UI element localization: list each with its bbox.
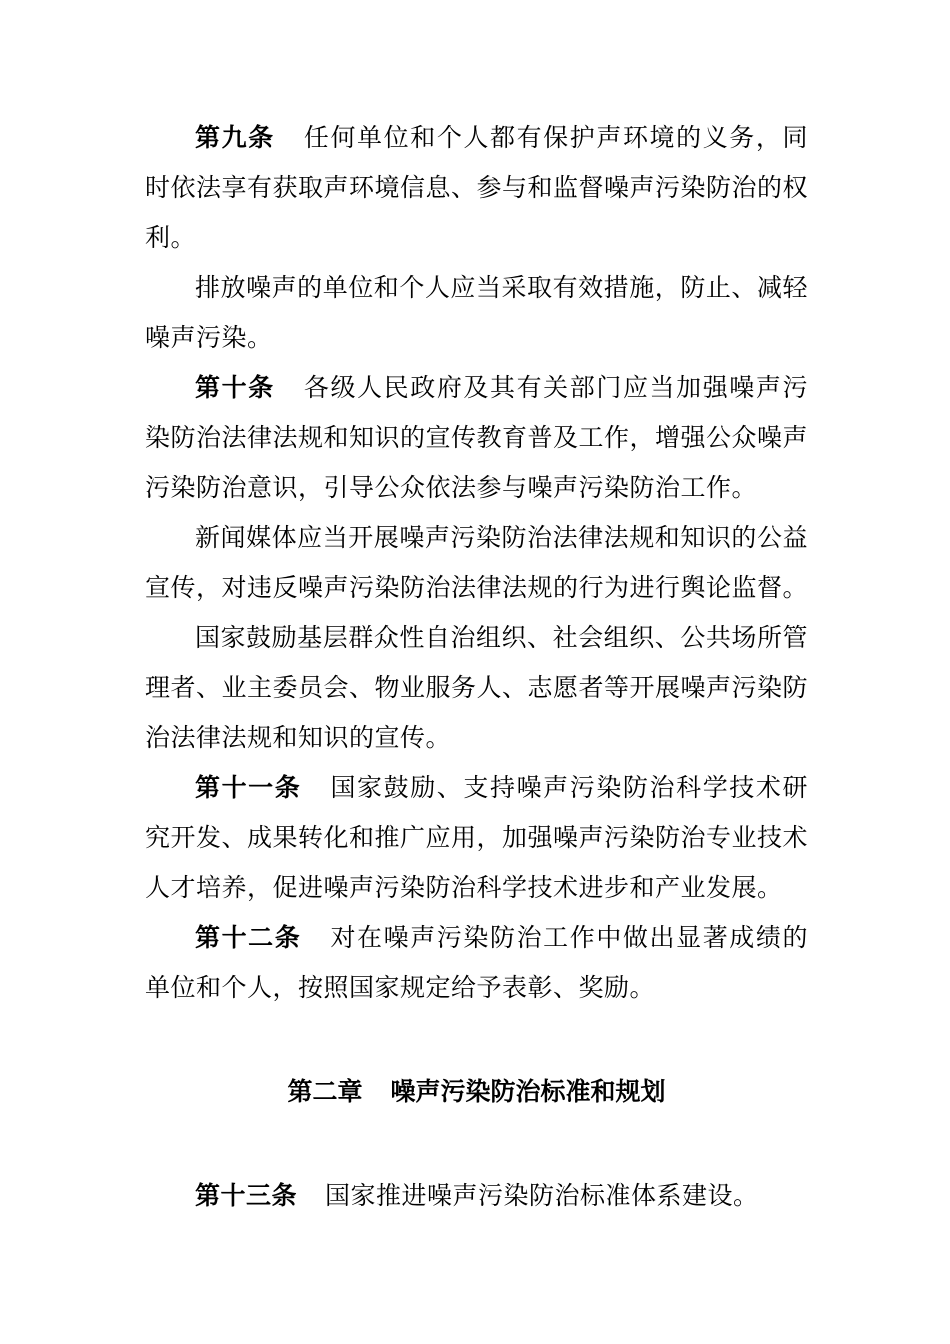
article-12-text: 对在噪声污染防治工作中做出显著成绩的单位和个人，按照国家规定给予表彰、奖励。 <box>145 923 808 1002</box>
article-10-text: 各级人民政府及其有关部门应当加强噪声污染防治法律法规和知识的宣传教育普及工作，增强公众噪声污染防治意识，引导公众依法参与噪声污染防治工作。 <box>145 373 809 502</box>
article-9-paragraph-2: 排放噪声的单位和个人应当采取有效措施，防止、减轻噪声污染。 <box>145 273 808 352</box>
article-13-label: 第十三条 <box>195 1181 298 1210</box>
chapter-spacer-top <box>145 1013 808 1067</box>
article-10-paragraph-2: 新闻媒体应当开展噪声污染防治法律法规和知识的公益宣传，对违反噪声污染防治法律法规的行为进行舆论监督。 <box>145 523 809 602</box>
article-11-paragraph <box>145 763 808 913</box>
chapter-title: 噪声污染防治标准和规划 <box>390 1077 666 1106</box>
document-page <box>145 113 808 1221</box>
article-9-text: 任何单位和个人都有保护声环境的义务，同时依法享有获取声环境信息、参与和监督噪声污染防治的权利。 <box>145 123 809 252</box>
article-10-label: 第十条 <box>195 373 275 402</box>
chapter-heading <box>145 1067 808 1117</box>
article-9-label: 第九条 <box>195 123 275 152</box>
article-9-paragraph <box>145 113 808 263</box>
chapter-label: 第二章 <box>287 1077 363 1106</box>
article-12-paragraph <box>145 913 808 1013</box>
chapter-spacer-bottom <box>145 1117 808 1171</box>
article-13-paragraph <box>145 1171 808 1221</box>
article-11-text: 国家鼓励、支持噪声污染防治科学技术研究开发、成果转化和推广应用，加强噪声污染防治专业技术人才培养，促进噪声污染防治科学技术进步和产业发展。 <box>145 773 809 902</box>
article-12-label: 第十二条 <box>195 923 302 952</box>
article-11-label: 第十一条 <box>195 773 302 802</box>
article-10-paragraph-3: 国家鼓励基层群众性自治组织、社会组织、公共场所管理者、业主委员会、物业服务人、志愿者等开展噪声污染防治法律法规和知识的宣传。 <box>145 623 809 752</box>
article-13-text: 国家推进噪声污染防治标准体系建设。 <box>325 1181 759 1210</box>
article-10-paragraph <box>145 363 808 513</box>
